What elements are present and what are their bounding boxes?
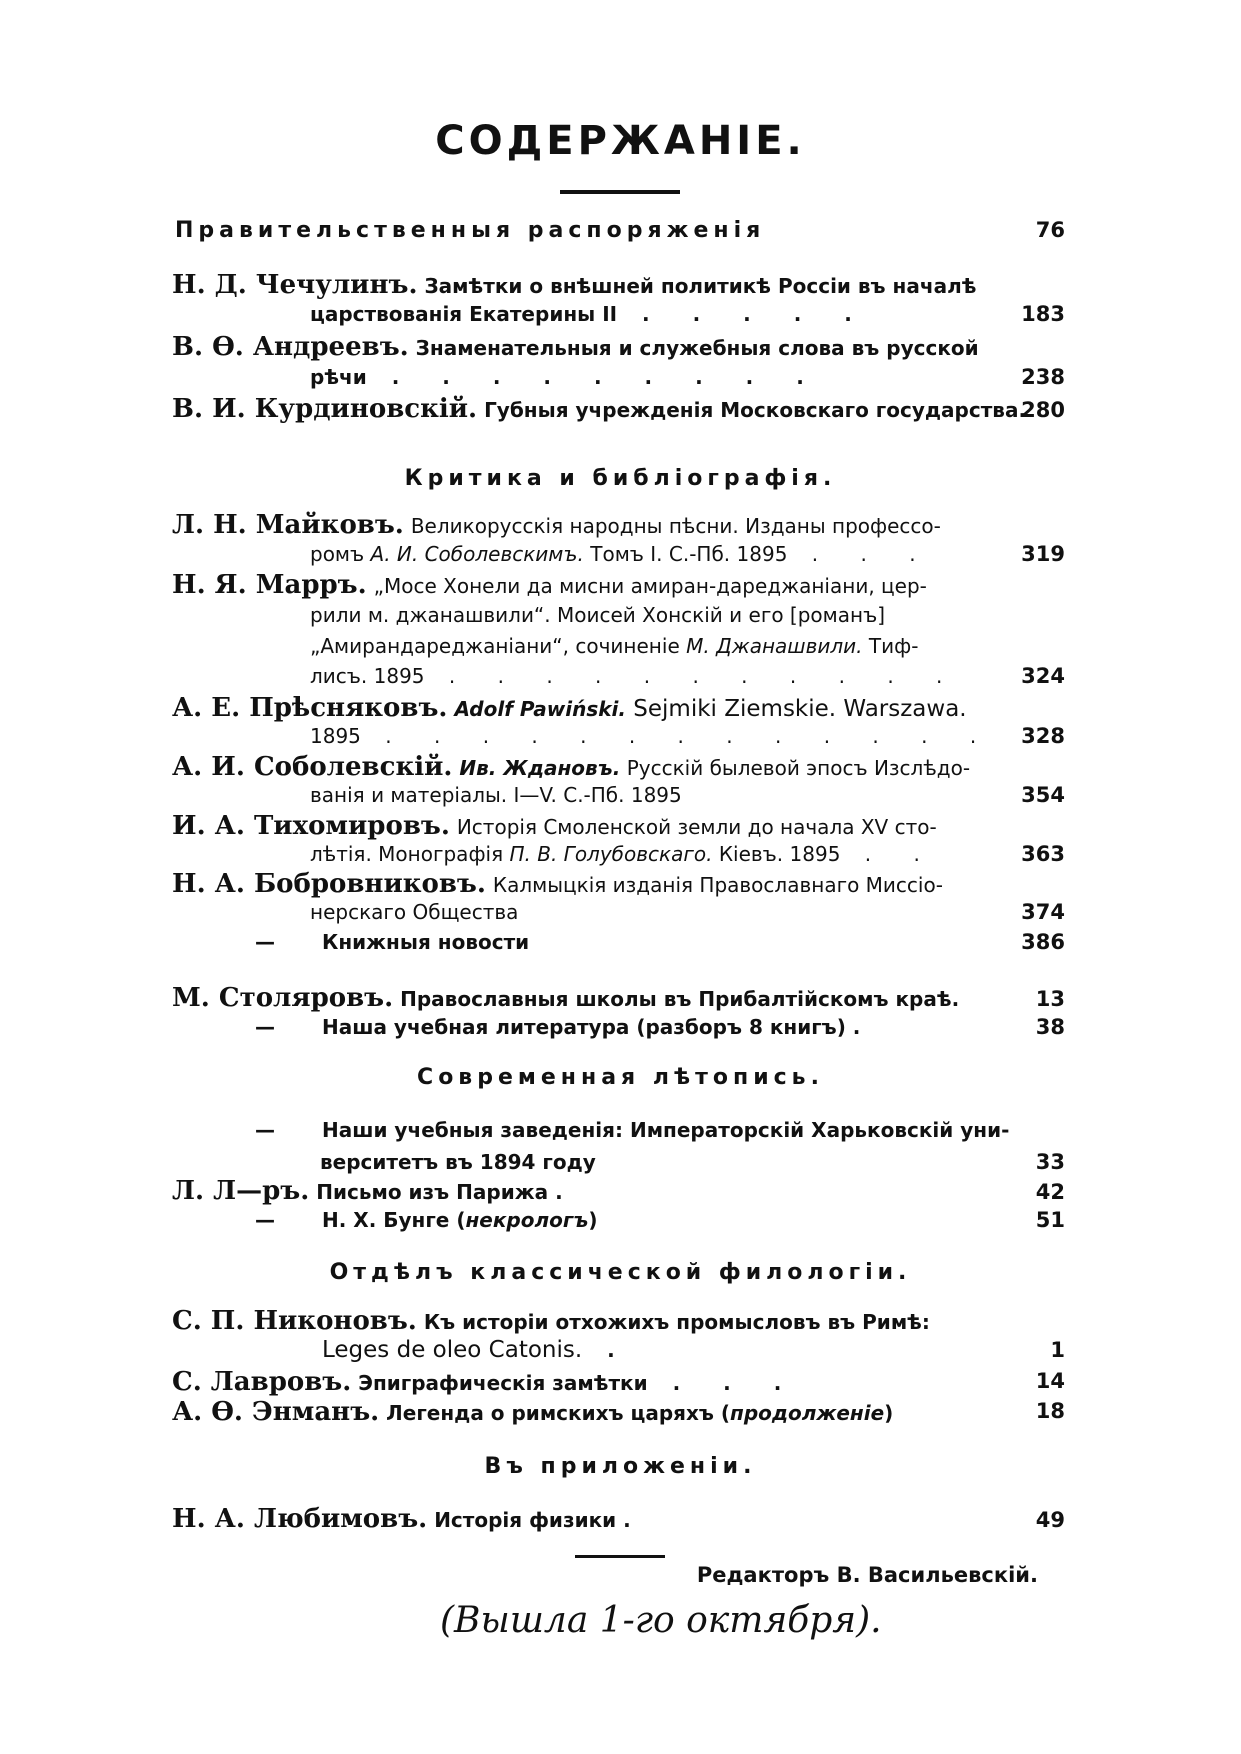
entry-sobolevsky-cont: ванія и матеріалы. I—V. С.-Пб. 1895 [310, 783, 682, 807]
entry-andreev-cont: рѣчи . . . . . . . . . [310, 365, 822, 389]
entry-schools-cont: верситетъ въ 1894 году [320, 1150, 596, 1174]
handwritten-note: (Вышла 1-го октября). [440, 1600, 882, 1641]
entry-marr-cont1: рили м. джанашвили“. Моисей Хонскій и его [романъ] [310, 603, 886, 627]
page-number: 42 [1035, 1180, 1065, 1204]
section-gov-heading: Правительственныя распоряженія [175, 218, 766, 243]
entry-nikonov-cont: Leges de oleo Catonis. . [322, 1337, 633, 1363]
page-number: 1 [1050, 1338, 1065, 1362]
page-number: 76 [1035, 218, 1065, 242]
entry-nikonov: С. П. Никоновъ. Къ исторіи отхожихъ промысловъ въ Римѣ: [172, 1306, 930, 1336]
page-number: 324 [1021, 664, 1065, 688]
page-number: 374 [1021, 900, 1065, 924]
entry-maykov: Л. Н. Майковъ. Великорусскія народны пѣсни. Изданы профессо- [172, 510, 941, 540]
entry-chechulin: Н. Д. Чечулинъ. Замѣтки о внѣшней политикѣ Россіи въ началѣ [172, 270, 977, 300]
section-critique-heading: Критика и библіографія. [404, 466, 837, 491]
entry-chechulin-cont: царствованія Екатерины II . . . . . [310, 302, 870, 326]
entry-schools: — Наши учебныя заведенія: Императорскій Харьковскій уни- [255, 1118, 1010, 1142]
entry-maykov-cont: ромъ А. И. Соболевскимъ. Томъ I. С.-Пб. 1895 . . . [310, 542, 934, 566]
entry-presnyakov-cont: 1895 . . . . . . . . . . . . . [310, 724, 995, 748]
page-number: 319 [1021, 542, 1065, 566]
editor-signature: Редакторъ В. Васильевскій. [696, 1563, 1038, 1587]
entry-book-news: — Книжныя новости [255, 930, 530, 954]
entry-bunge: — Н. Х. Бунге (некрологъ) [255, 1208, 598, 1232]
entry-stolyarov-2: — Наша учебная литература (разборъ 8 книгъ) . [255, 1015, 861, 1039]
page-number: 280 [1021, 398, 1065, 422]
page-number: 363 [1021, 842, 1065, 866]
entry-marr-cont3: лисъ. 1895 . . . . . . . . . . . [310, 664, 961, 688]
page-number: 328 [1021, 724, 1065, 748]
entry-marr-cont2: „Амирандареджаніани“, сочиненіе М. Джанашвили. Тиф- [310, 634, 919, 658]
page-number: 51 [1035, 1208, 1065, 1232]
section-classics-heading: Отдѣлъ классической филологіи. [329, 1260, 912, 1285]
page-number: 183 [1021, 302, 1065, 326]
entry-sobolevsky: А. И. Соболевскій. Ив. Ждановъ. Русскій былевой эпосъ Изслѣдо- [172, 752, 971, 782]
page-number: 13 [1035, 987, 1065, 1011]
editor-rule [575, 1555, 665, 1558]
section-chronicle-heading: Современная лѣтопись. [417, 1065, 824, 1090]
section-appendix-heading: Въ приложеніи. [484, 1454, 757, 1479]
entry-paris-letter: Л. Л—ръ. Письмо изъ Парижа . [172, 1176, 563, 1206]
entry-lavrov: С. Лавровъ. Эпиграфическія замѣтки . . . [172, 1367, 800, 1397]
page-number: 238 [1021, 365, 1065, 389]
page-number: 14 [1035, 1369, 1065, 1393]
entry-tikhomirov: И. А. Тихомировъ. Исторія Смоленской земли до начала XV сто- [172, 811, 937, 841]
page-number: 33 [1035, 1150, 1065, 1174]
entry-bobrovnikov: Н. А. Бобровниковъ. Калмыцкія изданія Православнаго Миссіо- [172, 869, 943, 899]
entry-marr: Н. Я. Марръ. „Мосе Хонели да мисни амиран-дареджаніани, цер- [172, 570, 927, 600]
page-number: 18 [1035, 1399, 1065, 1423]
page-number: 386 [1021, 930, 1065, 954]
page-number: 38 [1035, 1015, 1065, 1039]
page-title: СОДЕРЖАНІЕ. [435, 118, 806, 164]
entry-kurdinovsky: В. И. Курдиновскій. Губныя учрежденія Московскаго государства. [172, 394, 1027, 424]
title-rule [560, 190, 680, 194]
page-number: 354 [1021, 783, 1065, 807]
entry-andreev: В. Ѳ. Андреевъ. Знаменательныя и служебныя слова въ русской [172, 332, 979, 362]
entry-bobrovnikov-cont: нерскаго Общества [310, 900, 519, 924]
entry-enman: А. Ѳ. Энманъ. Легенда о римскихъ царяхъ (продолженіе) [172, 1397, 894, 1427]
entry-stolyarov: М. Столяровъ. Православныя школы въ Прибалтійскомъ краѣ. [172, 983, 960, 1013]
entry-tikhomirov-cont: лѣтія. Монографія П. В. Голубовскаго. Кіевъ. 1895 . . [310, 842, 938, 866]
page-number: 49 [1035, 1508, 1065, 1532]
entry-presnyakov: А. Е. Прѣсняковъ. Adolf Pawiński. Sejmiki Ziemskie. Warszawa. [172, 693, 967, 723]
entry-lyubimov: Н. А. Любимовъ. Исторія физики . [172, 1504, 631, 1534]
